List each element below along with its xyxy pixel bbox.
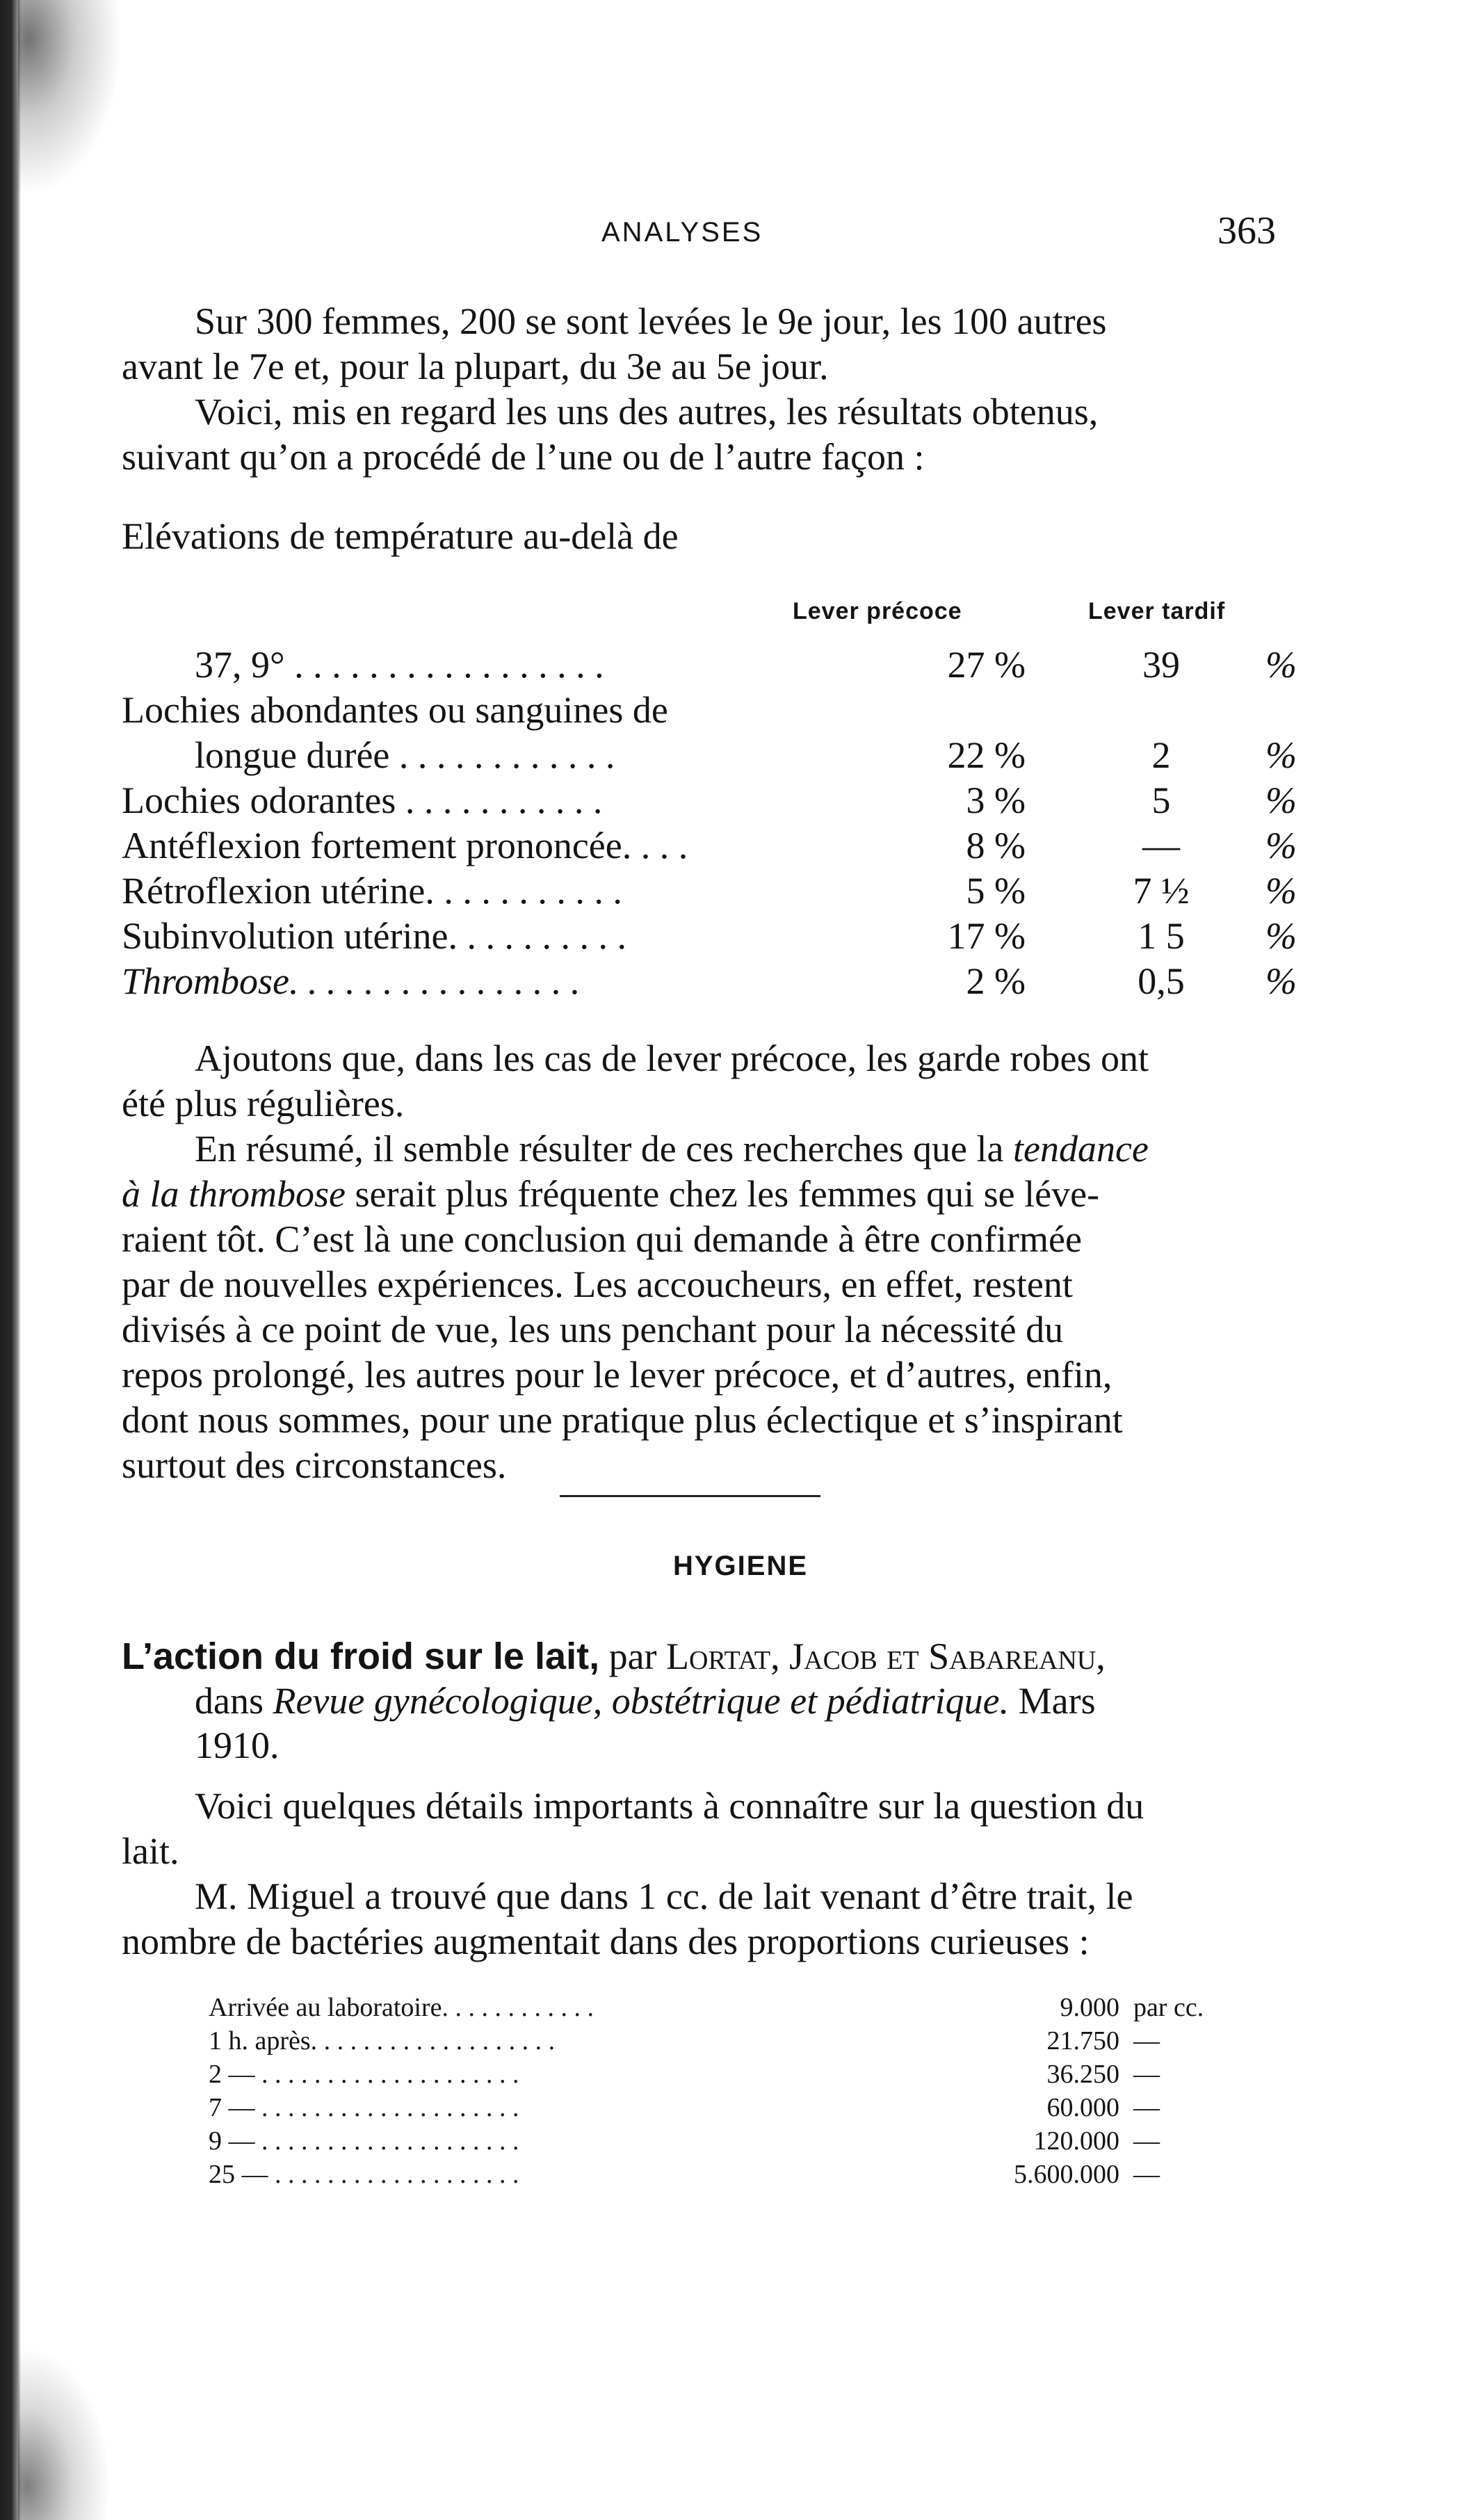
text-line: avant le 7e et, pour la plupart, du 3e au 5e jour.: [122, 346, 829, 387]
percent-sign: %: [1265, 870, 1297, 912]
value-lever-tardif: 5: [1151, 780, 1171, 821]
text-line: raient tôt. C’est là une conclusion qui demande à être confirmée: [122, 1218, 1082, 1260]
scanned-page-edge: [0, 0, 21, 2520]
column-header-lever-precoce: Lever précoce: [793, 598, 962, 624]
row-label: Rétroflexion utérine. . . . . . . . . . .: [122, 870, 622, 912]
table-row: [122, 779, 1297, 827]
reference-line: [122, 1679, 1279, 1723]
reference-par: par: [608, 1635, 657, 1677]
bacteria-count: 120.000: [1033, 2126, 1119, 2156]
table-row: [209, 2059, 1182, 2091]
value-lever-tardif: 39: [1142, 644, 1180, 686]
reference-dans: dans: [195, 1680, 264, 1722]
text-line: suivant qu’on a procédé de l’une ou de l’autre façon :: [122, 436, 925, 478]
row-label: Arrivée au laboratoire. . . . . . . . . . . .: [209, 1993, 594, 2022]
table-row: [209, 2159, 1182, 2191]
row-label: Antéflexion fortement prononcée. . . .: [122, 825, 688, 866]
table-row: [122, 914, 1297, 963]
text-line: dont nous sommes, pour une pratique plus éclectique et s’inspirant: [122, 1399, 1123, 1441]
text-line: surtout des circonstances.: [122, 1444, 507, 1486]
value-lever-precoce: 5 %: [966, 870, 1026, 912]
journal-name: Revue gynécologique, obstétrique et pédiatrique.: [273, 1680, 1010, 1722]
bacteria-count: 9.000: [1060, 1993, 1119, 2022]
row-label: 25 — . . . . . . . . . . . . . . . . . . .: [209, 2160, 519, 2189]
value-lever-tardif: —: [1142, 825, 1180, 866]
table-row: [122, 960, 1297, 1008]
text-line: Voici, mis en regard les uns des autres, les résultats obtenus,: [195, 391, 1099, 433]
text-line: divisés à ce point de vue, les uns penchant pour la nécessité du: [122, 1309, 1064, 1350]
publication-year: 1910.: [195, 1725, 280, 1766]
row-label: longue durée . . . . . . . . . . . .: [195, 734, 615, 776]
article-authors: Lortat, Jacob et Sabareanu,: [666, 1635, 1106, 1677]
percent-sign: %: [1265, 960, 1297, 1002]
row-label: Thrombose. . . . . . . . . . . . . . . .: [122, 960, 581, 1002]
section-heading: HYGIENE: [672, 1551, 809, 1581]
table-row: [122, 688, 1279, 737]
body-paragraph: [122, 1036, 1279, 1488]
text-line: Voici quelques détails importants à connaître sur la question du: [195, 1785, 1144, 1827]
text-line: lait.: [122, 1830, 179, 1872]
table-row: [122, 869, 1297, 918]
scan-shadow-bottom: [18, 2350, 108, 2520]
column-header-lever-tardif: Lever tardif: [1088, 598, 1226, 624]
unit: par cc.: [1133, 1993, 1204, 2022]
temperature-table-title: Elévations de température au-delà de: [122, 515, 679, 557]
table-row: [122, 824, 1297, 873]
value-lever-precoce: 3 %: [966, 780, 1026, 821]
text-line: Ajoutons que, dans les cas de lever précoce, les garde robes ont: [195, 1037, 1149, 1079]
row-label: 2 — . . . . . . . . . . . . . . . . . . . .: [209, 2060, 519, 2089]
table-row: [209, 2026, 1182, 2058]
row-label: 9 — . . . . . . . . . . . . . . . . . . . .: [209, 2126, 519, 2156]
value-lever-tardif: 7 ½: [1133, 870, 1190, 912]
bibliographic-reference: [122, 1634, 1279, 1768]
percent-sign: %: [1265, 915, 1297, 957]
unit: —: [1133, 2026, 1160, 2055]
bacteria-count: 21.750: [1046, 2026, 1119, 2055]
value-lever-precoce: 22 %: [947, 734, 1026, 776]
table-row: [209, 1992, 1204, 2024]
scan-shadow-top: [18, 0, 122, 195]
row-label: 37, 9° . . . . . . . . . . . . . . . . .: [195, 644, 604, 686]
section-divider: [560, 1495, 820, 1497]
unit: —: [1133, 2060, 1160, 2089]
percent-sign: %: [1265, 644, 1297, 686]
value-lever-precoce: 27 %: [947, 644, 1026, 686]
row-label: 7 — . . . . . . . . . . . . . . . . . . . .: [209, 2093, 519, 2122]
page-header: [122, 209, 1276, 257]
unit: —: [1133, 2160, 1160, 2189]
milk-paragraph: [122, 1784, 1279, 1964]
publication-month: Mars: [1018, 1680, 1096, 1722]
text-line: En résumé, il semble résulter de ces recherches que la tendance: [195, 1128, 1149, 1170]
table-row: [209, 2126, 1182, 2158]
unit: —: [1133, 2126, 1160, 2156]
value-lever-precoce: 8 %: [966, 825, 1026, 866]
table-row: [122, 643, 1297, 692]
page-number: 363: [1217, 209, 1276, 252]
percent-sign: %: [1265, 825, 1297, 866]
text-line: M. Miguel a trouvé que dans 1 cc. de lait venant d’être trait, le: [195, 1875, 1133, 1917]
text-line: été plus régulières.: [122, 1083, 405, 1124]
bacteria-count: 36.250: [1046, 2060, 1119, 2089]
unit: —: [1133, 2093, 1160, 2122]
value-lever-precoce: 17 %: [947, 915, 1026, 957]
text-line: à la thrombose serait plus fréquente chez les femmes qui se léve-: [122, 1173, 1100, 1215]
row-label: Subinvolution utérine. . . . . . . . . .: [122, 915, 626, 957]
percent-sign: %: [1265, 734, 1297, 776]
row-label: Lochies abondantes ou sanguines de: [122, 689, 668, 731]
table-row: [122, 734, 1297, 782]
row-label: Lochies odorantes . . . . . . . . . . .: [122, 780, 603, 821]
text-line: par de nouvelles expériences. Les accoucheurs, en effet, restent: [122, 1263, 1073, 1305]
bacteria-count: 5.600.000: [1014, 2160, 1119, 2189]
percent-sign: %: [1265, 780, 1297, 821]
value-lever-tardif: 2: [1151, 734, 1171, 776]
text-line: Sur 300 femmes, 200 se sont levées le 9e jour, les 100 autres: [195, 300, 1107, 342]
intro-paragraph: [122, 299, 1279, 480]
row-label: 1 h. après. . . . . . . . . . . . . . . . . . .: [209, 2026, 556, 2055]
article-title: L’action du froid sur le lait,: [122, 1635, 600, 1677]
text-line: nombre de bactéries augmentait dans des proportions curieuses :: [122, 1921, 1090, 1962]
running-head: ANALYSES: [601, 217, 763, 248]
bacteria-count: 60.000: [1046, 2093, 1119, 2122]
value-lever-precoce: 2 %: [966, 960, 1026, 1002]
table-row: [209, 2092, 1182, 2124]
value-lever-tardif: 1 5: [1138, 915, 1185, 957]
value-lever-tardif: 0,5: [1138, 960, 1185, 1002]
text-line: repos prolongé, les autres pour le lever précoce, et d’autres, enfin,: [122, 1354, 1112, 1396]
reference-line: [122, 1634, 1279, 1679]
